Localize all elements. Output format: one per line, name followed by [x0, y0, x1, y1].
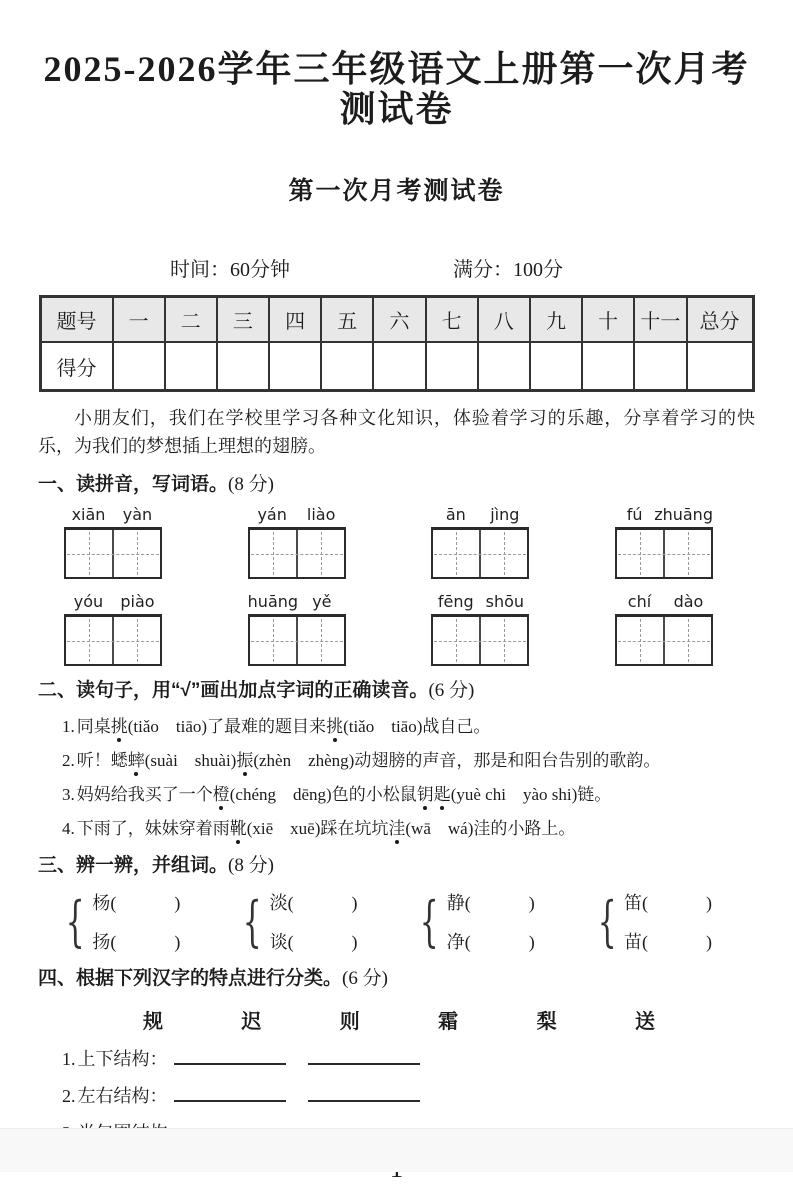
- dotted-character: 洼: [388, 819, 406, 839]
- score-table-header-cell: 七: [426, 297, 478, 343]
- score-table-header-cell: 总分: [687, 297, 754, 343]
- classify-item-label: 左右结构：: [77, 1086, 168, 1107]
- section3-pairs: [58, 889, 713, 954]
- answer-paren: ( ): [110, 893, 182, 914]
- pinyin-label: [431, 592, 529, 611]
- writing-grid-cell: [663, 530, 711, 577]
- pinyin-grid-row-1: [64, 505, 713, 579]
- pinyin-label: [64, 592, 162, 611]
- writing-grid: [64, 614, 162, 666]
- writing-grid: [431, 614, 529, 666]
- dotted-character: 蟀: [127, 751, 145, 771]
- section3-points: (8 分): [228, 855, 274, 877]
- score-empty-cell: [530, 342, 582, 391]
- sentence-text: 同桌: [76, 717, 111, 737]
- writing-grid-cell: [112, 530, 160, 577]
- pair-character: 苗: [623, 932, 642, 953]
- answer-blank: [308, 1086, 420, 1102]
- sentence-text: 下雨了，妹妹穿着雨: [76, 819, 230, 839]
- writing-grid-cell: [479, 530, 527, 577]
- score-table-header-cell: 一: [113, 297, 165, 343]
- pinyin-syllable: yóu: [73, 592, 104, 612]
- left-brace-icon: {: [420, 889, 440, 953]
- score-table-header-cell: 六: [373, 297, 425, 343]
- word-pair-line: [447, 889, 536, 915]
- score-empty-cell: [113, 342, 165, 391]
- pinyin-syllable: ān: [445, 505, 466, 525]
- section3-heading-text: 三、辨一辨，并组词。: [38, 855, 229, 877]
- pinyin-syllable: dào: [673, 592, 704, 612]
- writing-grid-cell: [250, 617, 296, 664]
- word-pair-lines: [447, 889, 536, 954]
- scan-edge-band: [0, 1128, 793, 1172]
- sentence-number: 2.: [62, 751, 75, 771]
- pinyin-syllable: fú: [626, 505, 643, 525]
- classify-character: 霜: [438, 1011, 459, 1034]
- classify-item-number: 2.: [62, 1086, 76, 1107]
- pair-character: 谈: [269, 932, 288, 953]
- pinyin-word-group: [431, 505, 529, 579]
- score-table-header-cell: 九: [530, 297, 582, 343]
- writing-grid-cell: [66, 617, 112, 664]
- score-table-header-cell: 十: [582, 297, 634, 343]
- answer-paren: ( ): [464, 893, 536, 914]
- section4-points: (6 分): [342, 968, 388, 990]
- answer-blank: [174, 1049, 286, 1065]
- sentence-text: (tiǎo tiāo)战自己。: [343, 717, 491, 737]
- full-score-label: 满分：100分: [453, 259, 563, 282]
- page-subtitle: 第一次月考测试卷: [288, 178, 505, 206]
- word-pair-line: [624, 928, 713, 954]
- exam-info-line: [38, 253, 755, 282]
- classify-character: 送: [634, 1011, 655, 1034]
- writing-grid-cell: [66, 530, 112, 577]
- writing-grid: [615, 527, 713, 579]
- writing-grid-cell: [250, 530, 296, 577]
- word-pair-line: [270, 889, 359, 915]
- sentence-number: 3.: [62, 785, 75, 805]
- writing-grid: [431, 527, 529, 579]
- dotted-character: 橙: [212, 785, 230, 805]
- score-empty-cell: [321, 342, 373, 391]
- score-table-corner-cell: 题号: [40, 297, 113, 343]
- score-empty-cell: [217, 342, 269, 391]
- classify-item-number: 1.: [62, 1049, 76, 1070]
- pair-character: 净: [446, 932, 465, 953]
- dotted-character: 挑: [110, 717, 128, 737]
- writing-grid-cell: [433, 530, 479, 577]
- classify-character: 则: [339, 1011, 360, 1034]
- word-pair-group: [412, 889, 535, 954]
- pinyin-syllable: liào: [306, 505, 336, 525]
- score-table-header-cell: 四: [269, 297, 321, 343]
- sentence-line: [62, 714, 755, 739]
- sentence-text: 听！蟋: [76, 751, 128, 771]
- section4-characters: [143, 1005, 655, 1034]
- section2-heading: [38, 675, 755, 702]
- pinyin-label: [615, 592, 713, 611]
- page-content: [0, 50, 793, 1184]
- pair-character: 静: [446, 893, 465, 914]
- word-pair-lines: [92, 889, 181, 954]
- dotted-character: 钥: [416, 785, 434, 805]
- pinyin-label: [615, 505, 713, 524]
- answer-blank: [308, 1049, 420, 1065]
- sentence-text: (tiǎo tiāo)了最难的题目来: [127, 717, 327, 737]
- writing-grid-cell: [617, 617, 663, 664]
- word-pair-line: [447, 928, 536, 954]
- score-table-header-cell: 十一: [634, 297, 686, 343]
- dotted-character: 振: [236, 751, 254, 771]
- pinyin-syllable: jìng: [490, 505, 520, 525]
- dotted-character: 靴: [229, 819, 247, 839]
- section2-sentences: [62, 714, 755, 841]
- pinyin-word-group: [248, 505, 346, 579]
- score-table-header-row: [40, 297, 753, 343]
- pinyin-label: [248, 592, 346, 611]
- writing-grid-cell: [663, 617, 711, 664]
- sentence-text: (xiē xuē)踩在坑坑: [246, 819, 389, 839]
- score-table-header-cell: 二: [165, 297, 217, 343]
- section1-heading-text: 一、读拼音，写词语。: [38, 474, 229, 496]
- writing-grid-cell: [296, 530, 344, 577]
- section4-heading-text: 四、根据下列汉字的特点进行分类。: [38, 968, 343, 990]
- score-empty-cell: [269, 342, 321, 391]
- word-pair-group: [235, 889, 358, 954]
- pinyin-syllable: yàn: [122, 505, 153, 525]
- writing-grid-cell: [296, 617, 344, 664]
- classify-item-label: 上下结构：: [77, 1049, 168, 1070]
- classify-item: [62, 1082, 755, 1108]
- pinyin-word-group: [431, 592, 529, 666]
- score-empty-cell: [478, 342, 530, 391]
- intro-paragraph: 小朋友们，我们在学校里学习各种文化知识，体验着学习的乐趣，分享着学习的快乐，为我们的梦想插上理想的翅膀。: [38, 408, 755, 457]
- sentence-line: [62, 816, 755, 841]
- pinyin-label: [431, 505, 529, 524]
- answer-paren: ( ): [464, 932, 536, 953]
- word-pair-line: [270, 928, 359, 954]
- page-title: 2025-2026学年三年级语文上册第一次月考测试卷: [43, 49, 750, 129]
- score-empty-cell: [165, 342, 217, 391]
- pair-character: 笛: [623, 893, 642, 914]
- answer-blank: [174, 1086, 286, 1102]
- pinyin-label: [64, 505, 162, 524]
- pinyin-word-group: [615, 505, 713, 579]
- pinyin-word-group: [615, 592, 713, 666]
- sentence-text: (chéng dēng)色的小松鼠: [229, 785, 417, 805]
- pair-character: 杨: [92, 893, 111, 914]
- section3-heading: [38, 850, 755, 877]
- dotted-character: 匙: [433, 785, 451, 805]
- pinyin-syllable: fēng: [437, 592, 474, 612]
- word-pair-line: [92, 889, 181, 915]
- pinyin-grid-row-2: [64, 592, 713, 666]
- pinyin-syllable: shōu: [485, 592, 525, 612]
- section4-heading: [38, 963, 755, 990]
- score-table-header-cell: 八: [478, 297, 530, 343]
- sentence-line: [62, 748, 755, 773]
- answer-paren: ( ): [110, 932, 182, 953]
- sentence-text: (suài shuài): [144, 751, 237, 771]
- word-pair-lines: [270, 889, 359, 954]
- sentence-line: [62, 782, 755, 807]
- section1-heading: [38, 469, 755, 496]
- writing-grid: [248, 614, 346, 666]
- score-empty-cell: [634, 342, 686, 391]
- section2-points: (6 分): [428, 680, 475, 702]
- pair-character: 扬: [92, 932, 111, 953]
- time-limit-label: 时间：60分钟: [170, 259, 290, 282]
- pinyin-syllable: yán: [257, 505, 287, 525]
- score-empty-cell: [687, 342, 754, 391]
- pair-character: 淡: [269, 893, 288, 914]
- writing-grid-cell: [433, 617, 479, 664]
- sentence-number: 1.: [62, 717, 75, 737]
- score-table-score-row: [40, 342, 753, 391]
- writing-grid-cell: [112, 617, 160, 664]
- classify-character: 迟: [241, 1011, 262, 1034]
- exam-paper-page: [0, 50, 793, 1172]
- pinyin-syllable: yě: [312, 592, 332, 612]
- answer-paren: ( ): [287, 893, 359, 914]
- score-empty-cell: [426, 342, 478, 391]
- classify-character: 梨: [536, 1011, 557, 1034]
- sentence-number: 4.: [62, 819, 75, 839]
- sentence-text: 妈妈给我买了一个: [76, 785, 213, 805]
- sentence-text: (yuè chi yào shi)链。: [450, 785, 612, 805]
- left-brace-icon: {: [597, 889, 617, 953]
- answer-paren: ( ): [287, 932, 359, 953]
- pinyin-word-group: [64, 592, 162, 666]
- writing-grid-cell: [479, 617, 527, 664]
- writing-grid-cell: [617, 530, 663, 577]
- pinyin-label: [248, 505, 346, 524]
- sentence-text: (zhèn zhèng)动翅膀的声音，那是和阳台告别的歌韵。: [253, 751, 661, 771]
- pinyin-syllable: zhuāng: [654, 505, 713, 525]
- section2-heading-text: 二、读句子，用“√”画出加点字词的正确读音。: [38, 680, 429, 702]
- pinyin-word-group: [64, 505, 162, 579]
- classify-character: 规: [143, 1011, 163, 1034]
- score-table-header-cell: 五: [321, 297, 373, 343]
- pinyin-syllable: xiān: [71, 505, 106, 525]
- classify-item: [62, 1045, 755, 1071]
- pinyin-syllable: piào: [120, 592, 155, 612]
- writing-grid: [64, 527, 162, 579]
- word-pair-group: [58, 889, 181, 954]
- pinyin-word-group: [248, 592, 346, 666]
- left-brace-icon: {: [65, 889, 85, 953]
- pinyin-syllable: huāng: [247, 592, 299, 612]
- word-pair-line: [92, 928, 181, 954]
- score-empty-cell: [373, 342, 425, 391]
- pinyin-syllable: chí: [627, 592, 652, 612]
- word-pair-group: [590, 889, 713, 954]
- score-empty-cell: [582, 342, 634, 391]
- dotted-character: 挑: [326, 717, 344, 737]
- sentence-text: (wā wá)洼的小路上。: [405, 819, 576, 839]
- answer-paren: ( ): [641, 893, 713, 914]
- word-pair-line: [624, 889, 713, 915]
- answer-paren: ( ): [641, 932, 713, 953]
- score-table-header-cell: 三: [217, 297, 269, 343]
- section1-points: (8 分): [228, 474, 274, 496]
- score-table: [39, 295, 755, 392]
- score-row-label-cell: 得分: [40, 342, 113, 391]
- writing-grid: [248, 527, 346, 579]
- writing-grid: [615, 614, 713, 666]
- word-pair-lines: [624, 889, 713, 954]
- left-brace-icon: {: [242, 889, 262, 953]
